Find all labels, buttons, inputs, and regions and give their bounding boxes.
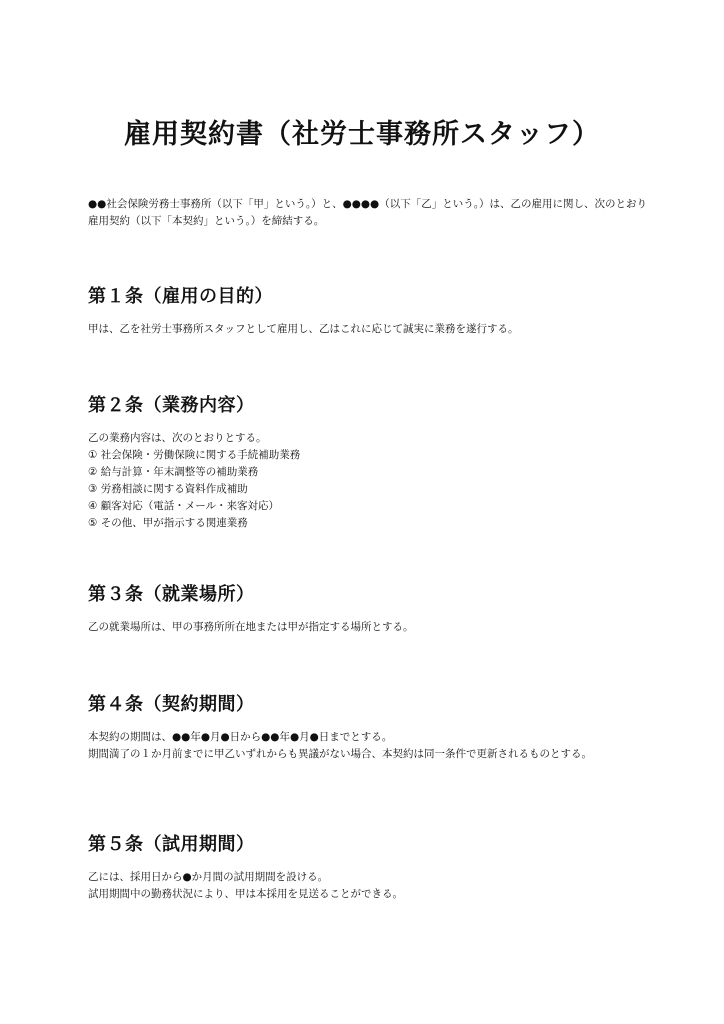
article-body [88, 729, 648, 763]
article-3 [88, 582, 648, 636]
article-body [88, 321, 648, 338]
article-body [88, 869, 648, 903]
article-2 [88, 393, 648, 532]
article-line: 甲は、乙を社労士事務所スタッフとして雇用し、乙はこれに応じて誠実に業務を遂行する。 [88, 323, 519, 335]
list-item: ③ 労務相談に関する資料作成補助 [88, 483, 248, 495]
article-line: 乙の業務内容は、次のとおりとする。 [88, 432, 267, 444]
article-body [88, 619, 648, 636]
article-line: 乙には、採用日から●か月間の試用期間を設ける。 [88, 871, 329, 883]
list-item: ② 給与計算・年末調整等の補助業務 [88, 466, 259, 478]
article-heading: 第５条（試用期間） [88, 834, 255, 855]
article-heading: 第３条（就業場所） [88, 584, 255, 605]
article-line: 本契約の期間は、●●年●月●日から●●年●月●日までとする。 [88, 731, 393, 743]
list-item: ④ 顧客対応（電話・メール・来客対応） [88, 500, 280, 512]
article-body [88, 430, 648, 532]
article-line: 期間満了の１か月前までに甲乙いずれからも異議がない場合、本契約は同一条件で更新されるものとする。 [88, 748, 592, 760]
list-item: ① 社会保険・労働保険に関する手続補助業務 [88, 449, 301, 461]
article-heading: 第４条（契約期間） [88, 694, 255, 715]
article-5 [88, 832, 648, 903]
article-heading: 第２条（業務内容） [88, 395, 255, 416]
article-1 [88, 284, 648, 338]
article-line: 乙の就業場所は、甲の事務所所在地または甲が指定する場所とする。 [88, 621, 414, 633]
preamble-paragraph: ●●社会保険労務士事務所（以下「甲」という。）と、●●●●（以下「乙」という。）は、乙の雇用に関し、次のとおり雇用契約（以下「本契約」という。）を締結する。 [88, 198, 647, 227]
article-line: 試用期間中の勤務状況により、甲は本採用を見送ることができる。 [88, 888, 403, 900]
article-heading: 第１条（雇用の目的） [88, 286, 273, 307]
article-4 [88, 692, 648, 763]
list-item: ⑤ その他、甲が指示する関連業務 [88, 517, 248, 529]
document-title: 雇用契約書（社労士事務所スタッフ） [124, 119, 600, 150]
